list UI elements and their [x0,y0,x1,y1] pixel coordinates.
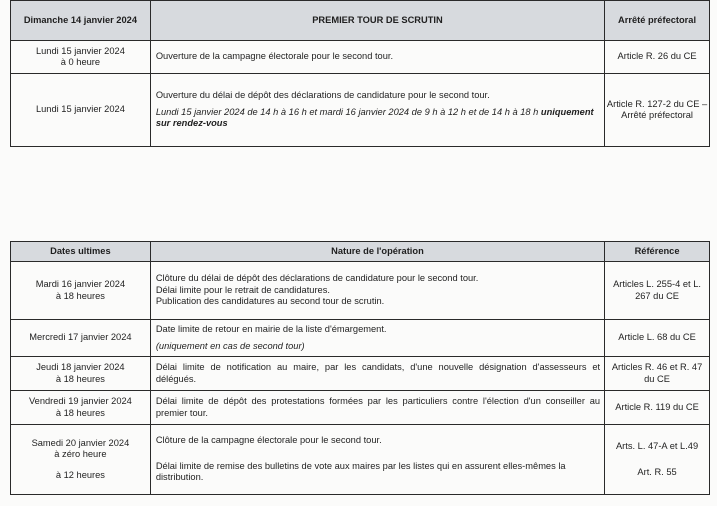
table-header-row [11,242,710,262]
reference-text: Arts. L. 47-A et L.49 [615,441,699,451]
row-date [11,320,151,357]
row-date [11,262,151,320]
row-date [11,357,151,391]
first-round-table [10,0,710,147]
time-line: à 0 heure [60,57,101,67]
operation-text: Ouverture de la campagne électorale pour le second tour. [155,51,394,62]
date-line: Lundi 15 janvier 2024 [35,45,125,56]
header-reference: Référence [605,242,710,262]
header-operation: Nature de l'opération [150,242,604,262]
operation-text: Délai limite de dépôt des protestations formées par les particuliers contre l'élection d'un conseiller au premier tour. [155,396,601,418]
deadlines-table [10,241,710,495]
table-row [11,41,710,74]
row-operation [150,391,604,425]
table-row [11,391,710,425]
table-row [11,262,710,320]
reference-text: Art. R. 55 [637,466,677,477]
header-date: Dates ultimes [11,242,151,262]
time-line: à 18 heures [55,290,105,301]
time-line: à 18 heures [55,373,105,384]
row-reference: Article R. 119 du CE [605,391,710,425]
row-operation [150,357,604,391]
date-line: Vendredi 19 janvier 2024 [28,396,132,406]
header-date: Dimanche 14 janvier 2024 [11,1,151,41]
note-emphasis: uniquement sur rendez-vous [155,106,594,129]
table-row [11,320,710,357]
row-date [11,425,151,495]
row-operation [150,74,604,147]
table-row [11,74,710,147]
row-operation [150,262,604,320]
row-operation [150,320,604,357]
row-date [11,391,151,425]
header-operation: PREMIER TOUR DE SCRUTIN [150,1,604,41]
operation-text: Clôture du délai de dépôt des déclarations de candidature pour le second tour. [155,273,479,284]
operation-text: Délai limite de remise des bulletins de vote aux maires par les listes qui en assurent elles-mêmes la distribution. [155,460,566,483]
row-reference: Articles L. 255-4 et L. 267 du CE [605,262,710,320]
operation-text: Clôture de la campagne électorale pour le second tour. [155,435,382,446]
operation-text: Date limite de retour en mairie de la liste d'émargement. [155,324,387,334]
operation-text: Délai limite de notification au maire, par les candidats, d'une nouvelle désignation d'assesseurs et délégués. [155,362,601,384]
operation-text: Ouverture du délai de dépôt des déclarations de candidature pour le second tour. [155,90,490,101]
note-text: Lundi 15 janvier 2024 de 14 h à 16 h et mardi 16 janvier 2024 de 9 h à 12 h et de 14 h à 18 h [155,106,539,117]
date-line: Mardi 16 janvier 2024 [35,279,126,289]
row-reference: Article L. 68 du CE [605,320,710,357]
row-reference: Article R. 127-2 du CE – Arrêté préfectoral [605,74,710,147]
row-operation [150,425,604,495]
time-line: à zéro heure [54,449,107,460]
row-date [11,74,151,147]
row-date [11,41,151,74]
date-line: Lundi 15 janvier 2024 [35,104,125,115]
date-line: Mercredi 17 janvier 2024 [29,332,132,343]
operation-note [156,107,600,130]
row-reference: Articles R. 46 et R. 47 du CE [605,357,710,391]
time-line: à 12 heures [55,469,105,480]
operation-text: Publication des candidatures au second tour de scrutin. [155,296,385,307]
operation-text: Délai limite pour le retrait de candidatures. [155,284,330,295]
header-reference: Arrêté préfectoral [605,1,710,41]
table-header-row [11,1,710,41]
operation-note: (uniquement en cas de second tour) [155,340,305,351]
row-reference [605,425,710,495]
row-reference: Article R. 26 du CE [605,41,710,74]
table-row [11,425,710,495]
row-operation [150,41,604,74]
table-row [11,357,710,391]
time-line: à 18 heures [55,407,105,418]
date-line: Samedi 20 janvier 2024 [31,437,130,448]
date-line: Jeudi 18 janvier 2024 [36,362,125,372]
